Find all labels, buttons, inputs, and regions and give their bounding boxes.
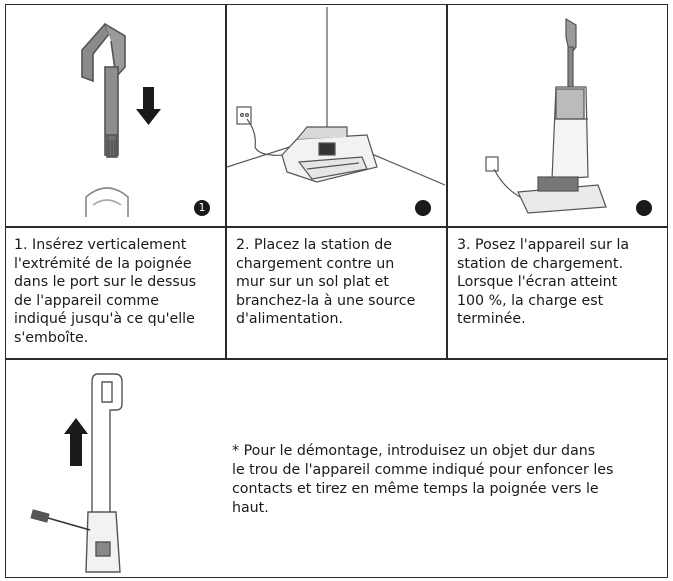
row-divider-2 <box>5 358 668 360</box>
step3-text <box>457 236 629 329</box>
step1-line: indiqué jusqu'à ce qu'elle <box>14 311 195 327</box>
row-divider-1 <box>5 226 668 228</box>
note-line: le trou de l'appareil comme indiqué pour enfoncer les <box>232 462 614 478</box>
step2-line: mur sur un sol plat et <box>236 274 389 290</box>
step2-text <box>236 236 415 329</box>
step2-line: chargement contre un <box>236 255 395 272</box>
step3-illustration <box>448 7 666 225</box>
disassembly-note <box>232 442 613 518</box>
step2-line: d'alimentation. <box>236 311 343 327</box>
step2-line: 2. Placez la station de <box>236 237 392 253</box>
step1-line: dans le port sur le dessus <box>14 274 197 290</box>
step3-line: 3. Posez l'appareil sur la <box>457 237 630 253</box>
step1-line: l'extrémité de la poignée <box>14 255 192 272</box>
step1-illustration <box>8 7 223 225</box>
arrow-up-icon <box>64 418 88 466</box>
screwdriver-icon <box>31 510 90 530</box>
step3-line: Lorsque l'écran atteint <box>457 274 618 290</box>
arrow-down-icon <box>136 87 161 125</box>
step1-number-badge: 1 <box>194 200 210 216</box>
step1-line: s'emboîte. <box>14 329 89 346</box>
note-line: haut. <box>232 500 269 516</box>
step2-number-badge <box>415 200 431 216</box>
step3-line: station de chargement. <box>457 255 623 272</box>
note-line: * Pour le démontage, introduisez un objet dur dans <box>232 443 596 459</box>
step1-line: 1. Insérez verticalement <box>14 237 187 253</box>
step1-line: de l'appareil comme <box>14 292 159 309</box>
disassembly-illustration <box>20 362 180 577</box>
step1-text <box>14 236 196 347</box>
power-outlet-icon <box>486 157 498 171</box>
step2-line: branchez-la à une source <box>236 292 416 309</box>
step3-line: 100 %, la charge est <box>457 292 604 309</box>
step3-number-badge <box>636 200 652 216</box>
step2-illustration <box>227 7 445 225</box>
note-line: contacts et tirez en même temps la poignée vers le <box>232 481 599 497</box>
step3-line: terminée. <box>457 311 526 327</box>
